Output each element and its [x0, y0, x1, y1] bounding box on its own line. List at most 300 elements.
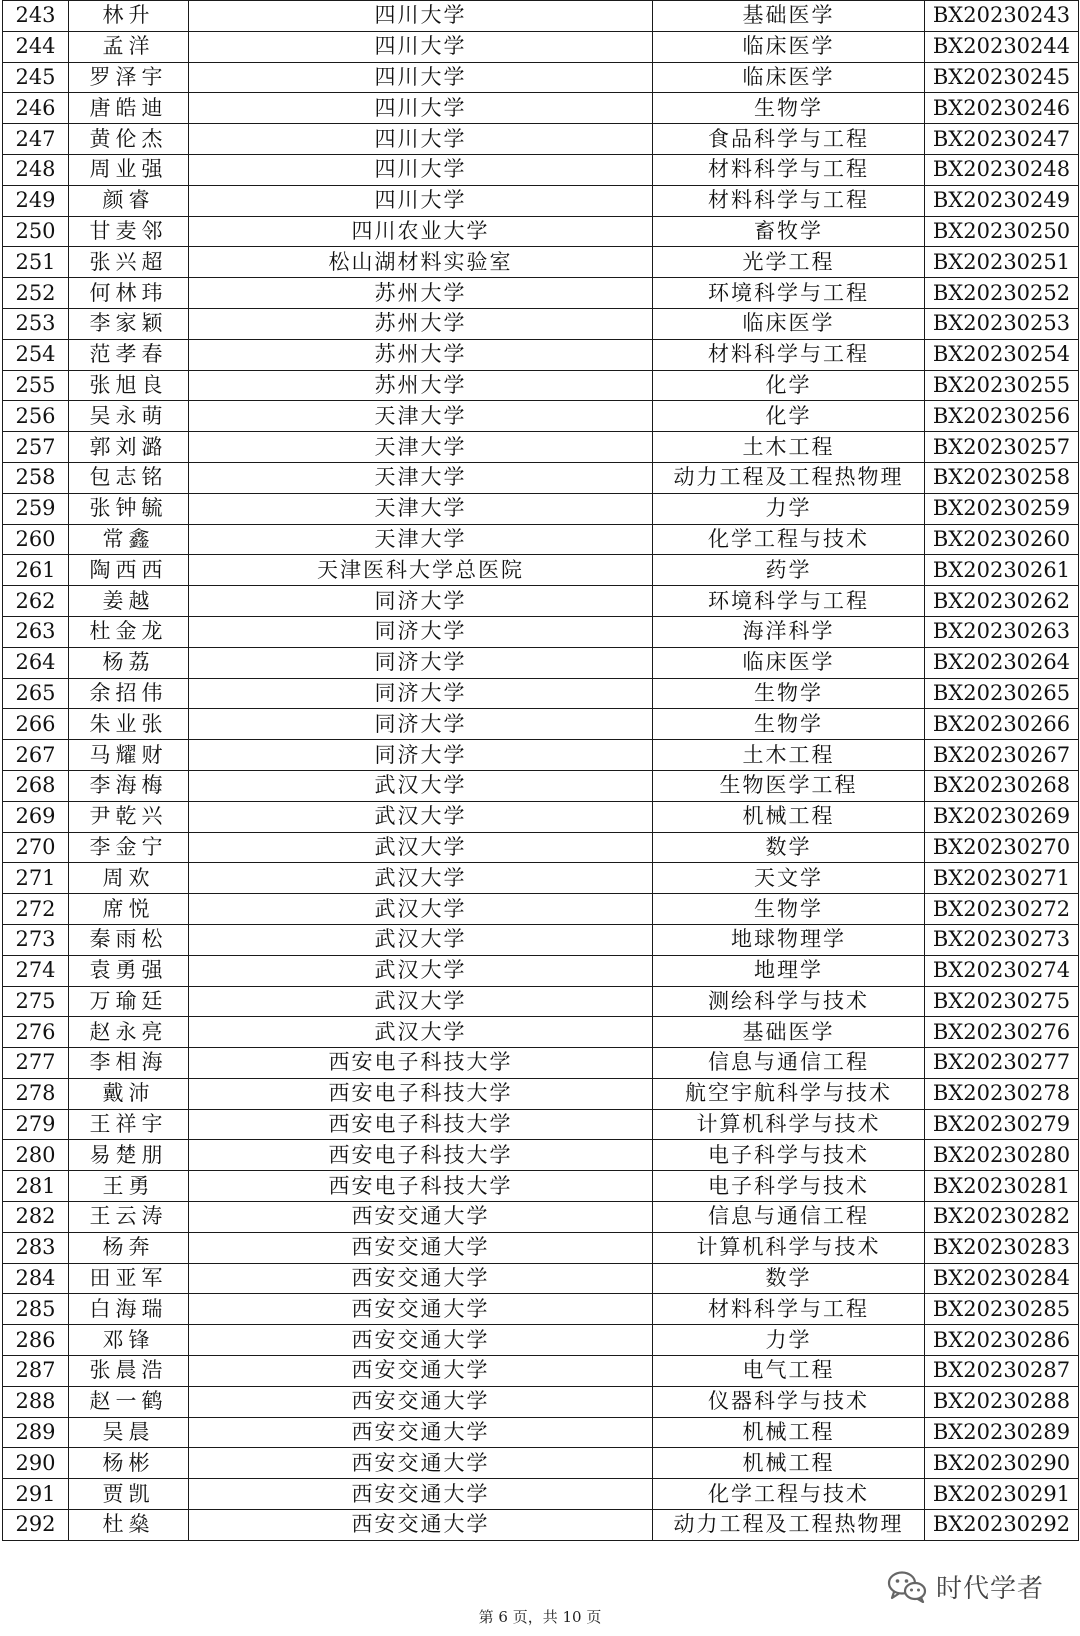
discipline-cell: 土木工程 — [653, 432, 925, 463]
institution-cell: 四川大学 — [189, 31, 653, 62]
discipline-cell: 材料科学与工程 — [653, 154, 925, 185]
table-row — [3, 339, 1079, 370]
serial-number-cell: 275 — [3, 986, 69, 1017]
discipline-cell: 生物学 — [653, 894, 925, 925]
discipline-cell: 电气工程 — [653, 1356, 925, 1387]
discipline-cell: 临床医学 — [653, 31, 925, 62]
person-name-cell: 杨彬 — [69, 1448, 189, 1479]
institution-cell: 天津大学 — [189, 524, 653, 555]
id-code-cell: BX20230279 — [925, 1109, 1079, 1140]
id-code-cell: BX20230291 — [925, 1479, 1079, 1510]
serial-number-cell: 271 — [3, 863, 69, 894]
table-row — [3, 1356, 1079, 1387]
id-code-cell: BX20230255 — [925, 370, 1079, 401]
table-row — [3, 924, 1079, 955]
table-row — [3, 1140, 1079, 1171]
person-name-cell: 张旭良 — [69, 370, 189, 401]
id-code-cell: BX20230259 — [925, 493, 1079, 524]
table-row — [3, 401, 1079, 432]
person-name-cell: 贾凯 — [69, 1479, 189, 1510]
id-code-cell: BX20230286 — [925, 1325, 1079, 1356]
person-name-cell: 王祥宇 — [69, 1109, 189, 1140]
institution-cell: 天津大学 — [189, 462, 653, 493]
serial-number-cell: 284 — [3, 1263, 69, 1294]
table-row — [3, 1479, 1079, 1510]
id-code-cell: BX20230250 — [925, 216, 1079, 247]
serial-number-cell: 280 — [3, 1140, 69, 1171]
institution-cell: 西安交通大学 — [189, 1202, 653, 1233]
table-row — [3, 1294, 1079, 1325]
discipline-cell: 数学 — [653, 832, 925, 863]
discipline-cell: 电子科学与技术 — [653, 1171, 925, 1202]
table-row — [3, 185, 1079, 216]
id-code-cell: BX20230266 — [925, 709, 1079, 740]
person-name-cell: 姜越 — [69, 586, 189, 617]
serial-number-cell: 259 — [3, 493, 69, 524]
id-code-cell: BX20230287 — [925, 1356, 1079, 1387]
table-row — [3, 1017, 1079, 1048]
wechat-watermark — [886, 1568, 1044, 1604]
discipline-cell: 机械工程 — [653, 1417, 925, 1448]
person-name-cell: 周业强 — [69, 154, 189, 185]
table-row — [3, 616, 1079, 647]
institution-cell: 同济大学 — [189, 740, 653, 771]
institution-cell: 同济大学 — [189, 678, 653, 709]
institution-cell: 同济大学 — [189, 709, 653, 740]
discipline-cell: 电子科学与技术 — [653, 1140, 925, 1171]
id-code-cell: BX20230253 — [925, 308, 1079, 339]
id-code-cell: BX20230254 — [925, 339, 1079, 370]
person-name-cell: 张钟毓 — [69, 493, 189, 524]
serial-number-cell: 287 — [3, 1356, 69, 1387]
table-row — [3, 62, 1079, 93]
serial-number-cell: 250 — [3, 216, 69, 247]
discipline-cell: 天文学 — [653, 863, 925, 894]
institution-cell: 西安交通大学 — [189, 1325, 653, 1356]
id-code-cell: BX20230292 — [925, 1510, 1079, 1541]
id-code-cell: BX20230274 — [925, 955, 1079, 986]
discipline-cell: 临床医学 — [653, 647, 925, 678]
person-name-cell: 马耀财 — [69, 740, 189, 771]
serial-number-cell: 258 — [3, 462, 69, 493]
person-name-cell: 陶西西 — [69, 555, 189, 586]
person-name-cell: 张兴超 — [69, 247, 189, 278]
table-row — [3, 493, 1079, 524]
table-row — [3, 1510, 1079, 1541]
serial-number-cell: 277 — [3, 1048, 69, 1079]
table-row — [3, 308, 1079, 339]
institution-cell: 西安交通大学 — [189, 1479, 653, 1510]
serial-number-cell: 266 — [3, 709, 69, 740]
table-row — [3, 154, 1079, 185]
table-row — [3, 863, 1079, 894]
discipline-cell: 畜牧学 — [653, 216, 925, 247]
person-name-cell: 范孝春 — [69, 339, 189, 370]
person-name-cell: 唐皓迪 — [69, 93, 189, 124]
institution-cell: 西安交通大学 — [189, 1356, 653, 1387]
discipline-cell: 化学工程与技术 — [653, 524, 925, 555]
table-row — [3, 801, 1079, 832]
discipline-cell: 生物学 — [653, 678, 925, 709]
institution-cell: 西安电子科技大学 — [189, 1171, 653, 1202]
person-name-cell: 尹乾兴 — [69, 801, 189, 832]
id-code-cell: BX20230262 — [925, 586, 1079, 617]
institution-cell: 四川农业大学 — [189, 216, 653, 247]
id-code-cell: BX20230289 — [925, 1417, 1079, 1448]
discipline-cell: 药学 — [653, 555, 925, 586]
id-code-cell: BX20230277 — [925, 1048, 1079, 1079]
table-row — [3, 555, 1079, 586]
discipline-cell: 环境科学与工程 — [653, 278, 925, 309]
serial-number-cell: 263 — [3, 616, 69, 647]
id-code-cell: BX20230267 — [925, 740, 1079, 771]
discipline-cell: 生物医学工程 — [653, 770, 925, 801]
id-code-cell: BX20230260 — [925, 524, 1079, 555]
institution-cell: 苏州大学 — [189, 339, 653, 370]
person-name-cell: 余招伟 — [69, 678, 189, 709]
watermark-text: 时代学者 — [936, 1573, 1045, 1604]
id-code-cell: BX20230257 — [925, 432, 1079, 463]
discipline-cell: 力学 — [653, 493, 925, 524]
person-name-cell: 孟洋 — [69, 31, 189, 62]
discipline-cell: 化学工程与技术 — [653, 1479, 925, 1510]
serial-number-cell: 288 — [3, 1386, 69, 1417]
person-name-cell: 王勇 — [69, 1171, 189, 1202]
discipline-cell: 动力工程及工程热物理 — [653, 462, 925, 493]
roster-table — [2, 0, 1079, 1541]
table-row — [3, 1417, 1079, 1448]
table-row — [3, 1263, 1079, 1294]
table-row — [3, 1, 1079, 32]
institution-cell: 武汉大学 — [189, 986, 653, 1017]
id-code-cell: BX20230258 — [925, 462, 1079, 493]
person-name-cell: 杜燊 — [69, 1510, 189, 1541]
serial-number-cell: 273 — [3, 924, 69, 955]
serial-number-cell: 253 — [3, 308, 69, 339]
table-row — [3, 524, 1079, 555]
id-code-cell: BX20230270 — [925, 832, 1079, 863]
person-name-cell: 戴沛 — [69, 1078, 189, 1109]
id-code-cell: BX20230269 — [925, 801, 1079, 832]
institution-cell: 西安电子科技大学 — [189, 1048, 653, 1079]
institution-cell: 西安电子科技大学 — [189, 1078, 653, 1109]
table-row — [3, 832, 1079, 863]
table-row — [3, 278, 1079, 309]
id-code-cell: BX20230245 — [925, 62, 1079, 93]
person-name-cell: 李海梅 — [69, 770, 189, 801]
id-code-cell: BX20230284 — [925, 1263, 1079, 1294]
table-row — [3, 894, 1079, 925]
discipline-cell: 数学 — [653, 1263, 925, 1294]
institution-cell: 四川大学 — [189, 154, 653, 185]
serial-number-cell: 251 — [3, 247, 69, 278]
discipline-cell: 材料科学与工程 — [653, 185, 925, 216]
id-code-cell: BX20230263 — [925, 616, 1079, 647]
person-name-cell: 秦雨松 — [69, 924, 189, 955]
institution-cell: 苏州大学 — [189, 308, 653, 339]
discipline-cell: 仪器科学与技术 — [653, 1386, 925, 1417]
serial-number-cell: 243 — [3, 1, 69, 32]
serial-number-cell: 281 — [3, 1171, 69, 1202]
wechat-icon — [886, 1569, 928, 1603]
serial-number-cell: 278 — [3, 1078, 69, 1109]
id-code-cell: BX20230288 — [925, 1386, 1079, 1417]
serial-number-cell: 276 — [3, 1017, 69, 1048]
discipline-cell: 临床医学 — [653, 62, 925, 93]
person-name-cell: 赵一鹤 — [69, 1386, 189, 1417]
institution-cell: 西安交通大学 — [189, 1417, 653, 1448]
table-row — [3, 1078, 1079, 1109]
id-code-cell: BX20230248 — [925, 154, 1079, 185]
table-row — [3, 31, 1079, 62]
serial-number-cell: 261 — [3, 555, 69, 586]
institution-cell: 四川大学 — [189, 62, 653, 93]
id-code-cell: BX20230271 — [925, 863, 1079, 894]
serial-number-cell: 285 — [3, 1294, 69, 1325]
institution-cell: 武汉大学 — [189, 924, 653, 955]
discipline-cell: 海洋科学 — [653, 616, 925, 647]
id-code-cell: BX20230268 — [925, 770, 1079, 801]
id-code-cell: BX20230290 — [925, 1448, 1079, 1479]
table-row — [3, 709, 1079, 740]
table-row — [3, 1448, 1079, 1479]
discipline-cell: 环境科学与工程 — [653, 586, 925, 617]
id-code-cell: BX20230272 — [925, 894, 1079, 925]
person-name-cell: 张晨浩 — [69, 1356, 189, 1387]
serial-number-cell: 286 — [3, 1325, 69, 1356]
discipline-cell: 基础医学 — [653, 1017, 925, 1048]
serial-number-cell: 269 — [3, 801, 69, 832]
table-row — [3, 216, 1079, 247]
discipline-cell: 材料科学与工程 — [653, 339, 925, 370]
id-code-cell: BX20230261 — [925, 555, 1079, 586]
serial-number-cell: 244 — [3, 31, 69, 62]
discipline-cell: 信息与通信工程 — [653, 1202, 925, 1233]
institution-cell: 西安交通大学 — [189, 1232, 653, 1263]
id-code-cell: BX20230276 — [925, 1017, 1079, 1048]
discipline-cell: 地理学 — [653, 955, 925, 986]
page-footer: 第 6 页，共 10 页 — [478, 1608, 602, 1626]
institution-cell: 西安电子科技大学 — [189, 1109, 653, 1140]
id-code-cell: BX20230285 — [925, 1294, 1079, 1325]
discipline-cell: 计算机科学与技术 — [653, 1109, 925, 1140]
id-code-cell: BX20230275 — [925, 986, 1079, 1017]
person-name-cell: 何林玮 — [69, 278, 189, 309]
discipline-cell: 土木工程 — [653, 740, 925, 771]
table-row — [3, 647, 1079, 678]
serial-number-cell: 274 — [3, 955, 69, 986]
discipline-cell: 计算机科学与技术 — [653, 1232, 925, 1263]
table-row — [3, 1232, 1079, 1263]
discipline-cell: 食品科学与工程 — [653, 124, 925, 155]
table-row — [3, 678, 1079, 709]
person-name-cell: 朱业张 — [69, 709, 189, 740]
id-code-cell: BX20230264 — [925, 647, 1079, 678]
id-code-cell: BX20230256 — [925, 401, 1079, 432]
person-name-cell: 席悦 — [69, 894, 189, 925]
discipline-cell: 航空宇航科学与技术 — [653, 1078, 925, 1109]
institution-cell: 武汉大学 — [189, 801, 653, 832]
person-name-cell: 邓锋 — [69, 1325, 189, 1356]
serial-number-cell: 270 — [3, 832, 69, 863]
discipline-cell: 生物学 — [653, 93, 925, 124]
institution-cell: 武汉大学 — [189, 894, 653, 925]
discipline-cell: 材料科学与工程 — [653, 1294, 925, 1325]
institution-cell: 苏州大学 — [189, 278, 653, 309]
id-code-cell: BX20230273 — [925, 924, 1079, 955]
discipline-cell: 基础医学 — [653, 1, 925, 32]
table-row — [3, 1048, 1079, 1079]
institution-cell: 武汉大学 — [189, 1017, 653, 1048]
discipline-cell: 测绘科学与技术 — [653, 986, 925, 1017]
person-name-cell: 杜金龙 — [69, 616, 189, 647]
institution-cell: 西安交通大学 — [189, 1448, 653, 1479]
discipline-cell: 光学工程 — [653, 247, 925, 278]
institution-cell: 同济大学 — [189, 647, 653, 678]
serial-number-cell: 245 — [3, 62, 69, 93]
person-name-cell: 万瑜廷 — [69, 986, 189, 1017]
roster-body — [3, 1, 1079, 1541]
institution-cell: 西安交通大学 — [189, 1294, 653, 1325]
id-code-cell: BX20230283 — [925, 1232, 1079, 1263]
person-name-cell: 李金宁 — [69, 832, 189, 863]
table-row — [3, 740, 1079, 771]
table-row — [3, 986, 1079, 1017]
table-row — [3, 432, 1079, 463]
id-code-cell: BX20230243 — [925, 1, 1079, 32]
institution-cell: 四川大学 — [189, 1, 653, 32]
table-row — [3, 93, 1079, 124]
institution-cell: 西安电子科技大学 — [189, 1140, 653, 1171]
table-row — [3, 955, 1079, 986]
institution-cell: 天津大学 — [189, 493, 653, 524]
id-code-cell: BX20230281 — [925, 1171, 1079, 1202]
person-name-cell: 甘麦邻 — [69, 216, 189, 247]
person-name-cell: 李相海 — [69, 1048, 189, 1079]
person-name-cell: 田亚军 — [69, 1263, 189, 1294]
institution-cell: 松山湖材料实验室 — [189, 247, 653, 278]
serial-number-cell: 291 — [3, 1479, 69, 1510]
table-row — [3, 1325, 1079, 1356]
discipline-cell: 机械工程 — [653, 1448, 925, 1479]
person-name-cell: 李家颖 — [69, 308, 189, 339]
person-name-cell: 杨荔 — [69, 647, 189, 678]
serial-number-cell: 260 — [3, 524, 69, 555]
person-name-cell: 王云涛 — [69, 1202, 189, 1233]
person-name-cell: 包志铭 — [69, 462, 189, 493]
institution-cell: 西安交通大学 — [189, 1386, 653, 1417]
serial-number-cell: 246 — [3, 93, 69, 124]
serial-number-cell: 248 — [3, 154, 69, 185]
person-name-cell: 周欢 — [69, 863, 189, 894]
person-name-cell: 常鑫 — [69, 524, 189, 555]
table-row — [3, 586, 1079, 617]
person-name-cell: 黄伦杰 — [69, 124, 189, 155]
institution-cell: 同济大学 — [189, 616, 653, 647]
serial-number-cell: 262 — [3, 586, 69, 617]
serial-number-cell: 272 — [3, 894, 69, 925]
discipline-cell: 力学 — [653, 1325, 925, 1356]
discipline-cell: 化学 — [653, 370, 925, 401]
id-code-cell: BX20230249 — [925, 185, 1079, 216]
serial-number-cell: 290 — [3, 1448, 69, 1479]
discipline-cell: 机械工程 — [653, 801, 925, 832]
table-row — [3, 1386, 1079, 1417]
institution-cell: 四川大学 — [189, 124, 653, 155]
serial-number-cell: 282 — [3, 1202, 69, 1233]
institution-cell: 四川大学 — [189, 185, 653, 216]
serial-number-cell: 283 — [3, 1232, 69, 1263]
serial-number-cell: 249 — [3, 185, 69, 216]
institution-cell: 同济大学 — [189, 586, 653, 617]
person-name-cell: 袁勇强 — [69, 955, 189, 986]
discipline-cell: 地球物理学 — [653, 924, 925, 955]
institution-cell: 武汉大学 — [189, 832, 653, 863]
id-code-cell: BX20230265 — [925, 678, 1079, 709]
discipline-cell: 生物学 — [653, 709, 925, 740]
person-name-cell: 白海瑞 — [69, 1294, 189, 1325]
institution-cell: 天津大学 — [189, 432, 653, 463]
table-row — [3, 1171, 1079, 1202]
table-row — [3, 770, 1079, 801]
serial-number-cell: 247 — [3, 124, 69, 155]
serial-number-cell: 255 — [3, 370, 69, 401]
discipline-cell: 化学 — [653, 401, 925, 432]
id-code-cell: BX20230282 — [925, 1202, 1079, 1233]
person-name-cell: 杨奔 — [69, 1232, 189, 1263]
serial-number-cell: 264 — [3, 647, 69, 678]
institution-cell: 西安交通大学 — [189, 1263, 653, 1294]
serial-number-cell: 254 — [3, 339, 69, 370]
id-code-cell: BX20230278 — [925, 1078, 1079, 1109]
id-code-cell: BX20230252 — [925, 278, 1079, 309]
person-name-cell: 吴永萌 — [69, 401, 189, 432]
table-row — [3, 124, 1079, 155]
person-name-cell: 罗泽宇 — [69, 62, 189, 93]
serial-number-cell: 257 — [3, 432, 69, 463]
id-code-cell: BX20230244 — [925, 31, 1079, 62]
person-name-cell: 郭刘潞 — [69, 432, 189, 463]
discipline-cell: 动力工程及工程热物理 — [653, 1510, 925, 1541]
id-code-cell: BX20230280 — [925, 1140, 1079, 1171]
institution-cell: 武汉大学 — [189, 863, 653, 894]
serial-number-cell: 268 — [3, 770, 69, 801]
institution-cell: 四川大学 — [189, 93, 653, 124]
discipline-cell: 临床医学 — [653, 308, 925, 339]
serial-number-cell: 279 — [3, 1109, 69, 1140]
institution-cell: 天津大学 — [189, 401, 653, 432]
person-name-cell: 林升 — [69, 1, 189, 32]
institution-cell: 武汉大学 — [189, 955, 653, 986]
serial-number-cell: 267 — [3, 740, 69, 771]
institution-cell: 西安交通大学 — [189, 1510, 653, 1541]
id-code-cell: BX20230251 — [925, 247, 1079, 278]
serial-number-cell: 265 — [3, 678, 69, 709]
table-row — [3, 247, 1079, 278]
person-name-cell: 颜睿 — [69, 185, 189, 216]
table-row — [3, 370, 1079, 401]
institution-cell: 苏州大学 — [189, 370, 653, 401]
person-name-cell: 赵永亮 — [69, 1017, 189, 1048]
serial-number-cell: 256 — [3, 401, 69, 432]
serial-number-cell: 252 — [3, 278, 69, 309]
table-row — [3, 1109, 1079, 1140]
id-code-cell: BX20230247 — [925, 124, 1079, 155]
table-row — [3, 462, 1079, 493]
id-code-cell: BX20230246 — [925, 93, 1079, 124]
institution-cell: 天津医科大学总医院 — [189, 555, 653, 586]
person-name-cell: 吴晨 — [69, 1417, 189, 1448]
